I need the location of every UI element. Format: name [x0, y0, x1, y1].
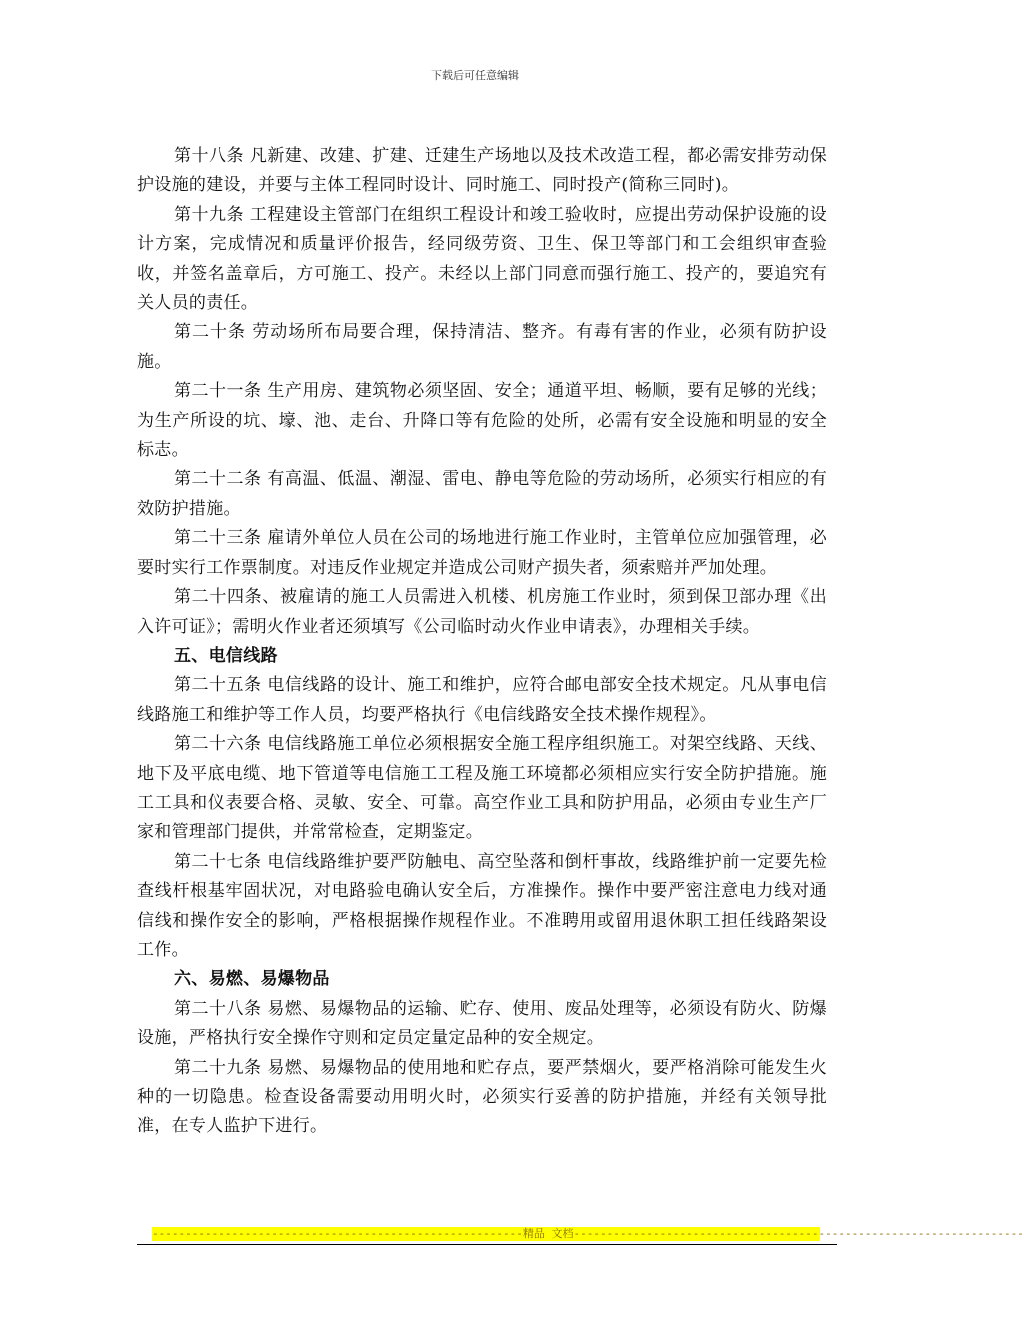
article-20: 第二十条 劳动场所布局要合理，保持清洁、整齐。有毒有害的作业，必须有防护设施。 — [137, 322, 827, 372]
article-28: 第二十八条 易燃、易爆物品的运输、贮存、使用、废品处理等，必须设有防火、防爆设施，严格执行安全操作守则和定员定量定品种的安全规定。 — [137, 998, 827, 1049]
section-heading-telecom-lines: 五、电信线路 — [174, 645, 278, 666]
article-25: 第二十五条 电信线路的设计、施工和维护，应符合邮电部安全技术规定。凡从事电信线路施工和维护等工作人员，均要严格执行《电信线路安全技术操作规程》。 — [137, 675, 827, 725]
footer-banner: --------------------------------------------------------精品 文档-------------------------------------------------------------------- — [152, 1227, 1024, 1240]
article-21: 第二十一条 生产用房、建筑物必须坚固、安全；通道平坦、畅顺，要有足够的光线；为生产所设的坑、壕、池、走台、升降口等有危险的处所，必需有安全设施和明显的安全标志。 — [137, 381, 827, 461]
article-24: 第二十四条、被雇请的施工人员需进入机楼、机房施工作业时，须到保卫部办理《出入许可证》；需明火作业者还须填写《公司临时动火作业申请表》，办理相关手续。 — [137, 587, 827, 637]
article-18: 第十八条 凡新建、改建、扩建、迁建生产场地以及技术改造工程，都必需安排劳动保护设施的建设，并要与主体工程同时设计、同时施工、同时投产(简称三同时)。 — [137, 146, 827, 196]
article-19: 第十九条 工程建设主管部门在组织工程设计和竣工验收时，应提出劳动保护设施的设计方案，完成情况和质量评价报告，经同级劳资、卫生、保卫等部门和工会组织审查验收，并签名盖章后，方可施工、投产。未经以上部门同意而强行施工、投产的，要追究有关人员的责任。 — [137, 204, 827, 314]
page-header: 下载后可任意编辑 — [431, 69, 519, 82]
article-23: 第二十三条 雇请外单位人员在公司的场地进行施工作业时，主管单位应加强管理，必要时实行工作票制度。对违反作业规定并造成公司财产损失者，须索赔并严加处理。 — [137, 528, 827, 578]
article-22: 第二十二条 有高温、低温、潮湿、雷电、静电等危险的劳动场所，必须实行相应的有效防护措施。 — [137, 469, 827, 519]
footer-divider — [137, 1244, 837, 1245]
document-body — [137, 142, 827, 1142]
article-29: 第二十九条 易燃、易爆物品的使用地和贮存点，要严禁烟火，要严格消除可能发生火种的一切隐患。检查设备需要动用明火时，必须实行妥善的防护措施，并经有关领导批准，在专人监护下进行。 — [137, 1057, 827, 1137]
article-26: 第二十六条 电信线路施工单位必须根据安全施工程序组织施工。对架空线路、天线、地下及平底电缆、地下管道等电信施工工程及施工环境都必须相应实行安全防护措施。施工工具和仪表要合格、灵敏、安全、可靠。高空作业工具和防护用品，必须由专业生产厂家和管理部门提供，并常常检查，定期鉴定。 — [137, 734, 827, 843]
article-27: 第二十七条 电信线路维护要严防触电、高空坠落和倒杆事故，线路维护前一定要先检查线杆根基牢固状况，对电路验电确认安全后，方准操作。操作中要严密注意电力线对通信线和操作安全的影响，严格根据操作规程作业。不准聘用或留用退休职工担任线路架设工作。 — [137, 851, 827, 960]
section-heading-flammables: 六、易燃、易爆物品 — [174, 969, 330, 990]
